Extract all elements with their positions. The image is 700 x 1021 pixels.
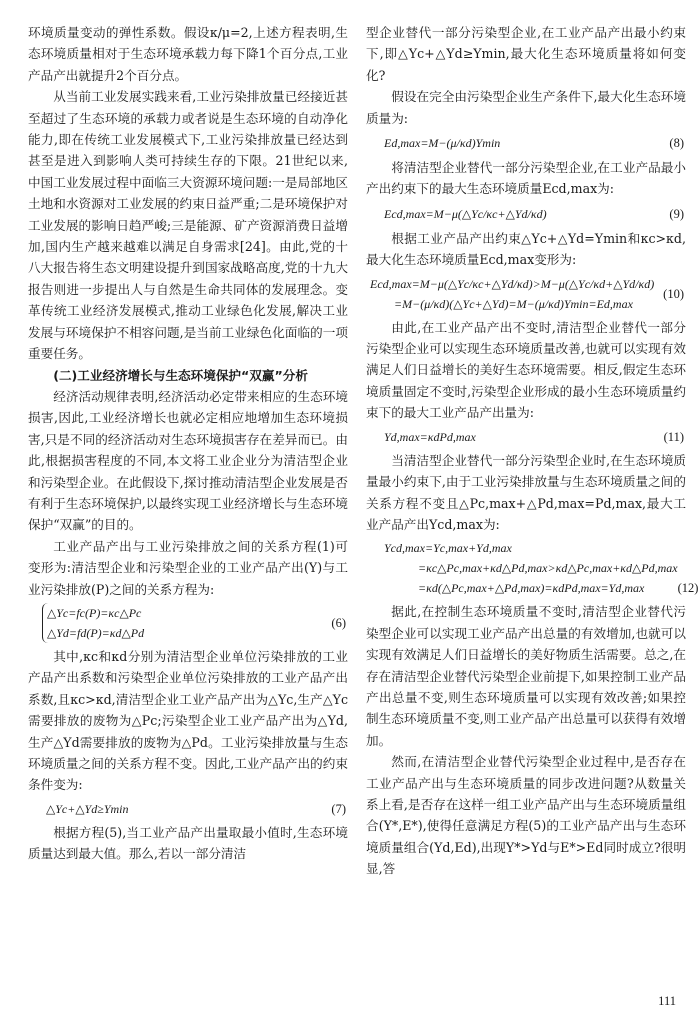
section-heading: (二)工业经济增长与生态环境保护“双赢”分析 [53,367,308,383]
equation-number: (9) [669,206,684,221]
equation-6 [28,603,348,643]
paragraph: 据此,在控制生态环境质量不变时,清洁型企业替代污染型企业可以实现工业产品产出总量的有效增加,也就可以实现有效满足人们日益增长的美好物质生活需要。总之,在存在清洁型企业替代污染型企业前提下,如果控制工业产品产出总量不变,则生态环境质量可以实现有效改善;如果控制生态环境质量不变,则工业产品产出总量可以获得有效增加。 [366,604,686,748]
paragraph: 根据工业产品产出约束△Yc+△Yd=Ymin和κc>κd,最大化生态环境质量Ecd,max变形为: [366,230,686,268]
equation-number: (6) [331,615,346,630]
equation-body: Ecd,max=M−μ(△Yc/κc+△Yd/κd) [384,206,547,221]
equation-7 [28,799,348,819]
paragraph: 将清洁型企业替代一部分污染型企业,在工业产品最小产出约束下的最大生态环境质量Ecd,max为: [366,160,686,197]
equation-lines [366,274,654,314]
paragraph: 假设在完全由污染型企业生产条件下,最大化生态环境质量为: [366,89,686,126]
equation-body: △Yc+△Yd≥Ymin [46,801,129,816]
paragraph: 当清洁型企业替代一部分污染型企业时,在生态环境质量最小约束下,由于工业污染排放量与生态环境质量之间的关系方程不变且△Pc,max+△Pd,max=Pd,max,最大工业产品产出Ycd,max为: [366,452,686,532]
equation-brace [42,603,144,643]
equation-line: =κc△Pc,max+κd△Pd,max>κd△Pc,max+κd△Pd,max [418,561,678,576]
equation-line: Ecd,max=M−μ(△Yc/κc+△Yd/κd)>M−μ(△Yc/κd+△Yd/κd) [370,276,655,291]
equation-10 [366,274,686,314]
right-column [366,22,699,880]
paragraph: 根据方程(5),当工业产品产出量取最小值时,生态环境质量达到最大值。那么,若以一部分清洁 [28,824,348,862]
equation-line: =M−(μ/κd)(△Yc+△Yd)=M−(μ/κd)Ymin=Ed,max [394,296,633,311]
equation-body: Yd,max=κdPd,max [384,429,476,444]
paragraph: 由此,在工业产品产出不变时,清洁型企业替代一部分污染型企业可以实现生态环境质量改善,也就可以实现有效满足人们日益增长的美好生态环境需要。相反,假定生态环境质量固定不变时,污染型企业形成的最小生态环境质量约束下的最大工业产品产出量为: [366,319,686,421]
equation-line: △Yd=fd(P)=κd△Pd [47,625,145,640]
equation-number: (11) [663,429,684,444]
equation-line: Ycd,max=Yc,max+Yd,max [384,541,512,556]
equation-number: (10) [663,286,684,301]
equation-number: (7) [331,801,346,816]
paragraph: 经济活动规律表明,经济活动必定带来相应的生态环境损害,因此,工业经济增长也就必定相应地增加生态环境损害,只是不同的经济活动对生态环境损害存在差异而已。由此,根据损害程度的不同,本文将工业企业分为清洁型企业和污染型企业。在此假设下,探讨推动清洁型企业发展是否有利于生态环境保护,以最终实现工业经济增长与生态环境保护“双赢”的目的。 [28,388,348,533]
paragraph: 工业产品产出与工业污染排放之间的关系方程(1)可变形为:清洁型企业和污染型企业的工业产品产出(Y)与工业污染排放(P)之间的关系方程为: [28,538,348,597]
page-number: 111 [658,994,676,1008]
equation-9 [366,203,686,225]
equation-number: (8) [669,136,684,151]
equation-number: (12) [677,581,699,596]
equation-11 [366,427,686,447]
left-column [28,22,348,865]
equation-lines [366,538,678,598]
paragraph: 然而,在清洁型企业替代污染型企业过程中,是否存在工业产品产出与生态环境质量的同步改进问题?从数量关系上看,是否存在这样一组工业产品产出与生态环境质量组合(Y*,E*),使得任意满足方程(5)的工业产品产出与生态环境质量组合(Yd,Ed),出现Y*>Yd与E*>Ed同时成立?很明显,答 [366,754,686,877]
equation-line: =κd(△Pc,max+△Pd,max)=κdPd,max=Yd,max [418,581,645,596]
paragraph: 型企业替代一部分污染型企业,在工业产品产出最小约束下,即△Yc+△Yd≥Ymin,最大化生态环境质量将如何变化? [366,25,686,83]
equation-line: △Yc=fc(P)=κc△Pc [47,605,142,620]
equation-8 [366,132,686,154]
paragraph: 从当前工业发展实践来看,工业污染排放量已经接近甚至超过了生态环境的承载力或者说是生态环境的自动净化能力,即在传统工业发展模式下,工业污染排放量已经达到甚至是进入到影响人类可持续生存的下限。21世纪以来,中国工业发展过程中面临三大资源环境问题:一是局部地区土地和水资源对工业发展的约束日益严重;二是环境保护对工业发展的影响日趋严峻;三是能源、矿产资源消费日益增加,国内生产越来越难以满足自身需求[24]。由此,党的十八大报告将生态文明建设提升到国家战略高度,党的十九大报告则进一步提出人与自然是生命共同体的发展理念。变革传统工业经济发展模式,推动工业绿色化发展,解决工业发展与环境保护不相容问题,是当前工业绿色化面临的一项重要任务。 [28,89,348,362]
equation-12 [366,538,699,598]
equation-body: Ed,max=M−(μ/κd)Ymin [384,136,501,151]
paragraph: 环境质量变动的弹性系数。假设κ/μ=2,上述方程表明,生态环境质量相对于生态环境承载力每下降1个百分点,工业产品产出就提升2个百分点。 [28,25,348,83]
paragraph: 其中,κc和κd分别为清洁型企业单位污染排放的工业产品产出系数和污染型企业单位污染排放的工业产品产出系数,且κc>κd,清洁型企业工业产品产出为△Yc,生产△Yc需要排放的废物为△Pc;污染型企业工业产品产出为△Yd,生产△Yd需要排放的废物为△Pd。工业污染排放量与生态环境质量之间的关系方程不变。因此,工业产品产出的约束条件变为: [28,648,348,793]
